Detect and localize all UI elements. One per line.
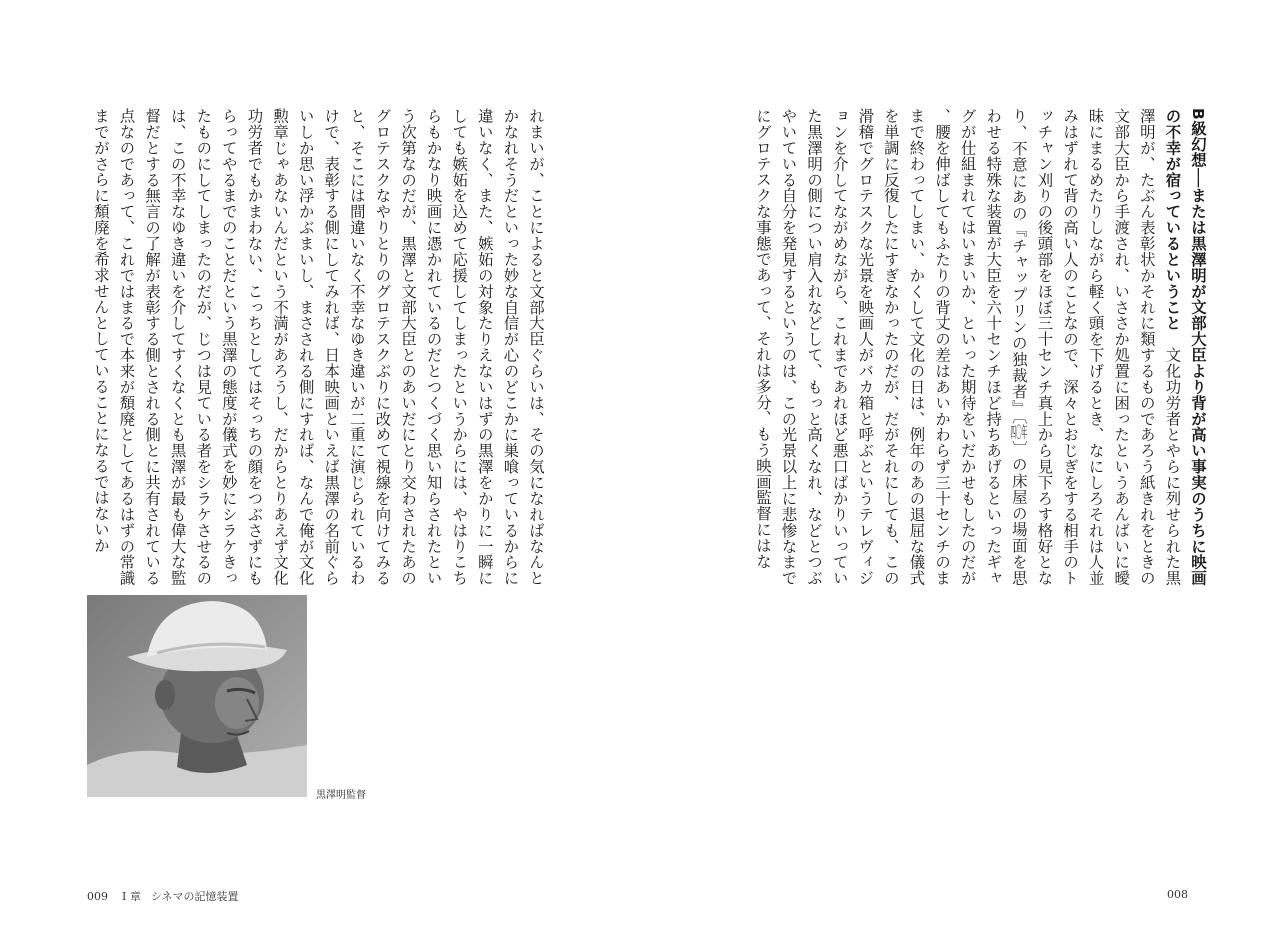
page-right [640, 0, 1280, 938]
body-text-left [78, 108, 548, 586]
page-number-left: 009 [87, 890, 108, 903]
portrait-illustration [87, 595, 307, 797]
page-number-right: 008 [1167, 888, 1188, 901]
photo-caption: 黒澤明監督 [316, 790, 366, 801]
chapter-label: I 章 [122, 890, 141, 903]
film-year: 四〇年 [1010, 424, 1028, 441]
paragraph-right-part2: の床屋の場面を思わせる特殊な装置が大臣を六十センチほど持ちあげるといったギャグが仕組まれてはいまいか、といった期待をいだかせもしたのだが、腰を伸ばしてもふたりの背丈の差はあいかわらず三十センチのままで終わってしまい、かくして文化の日は、例年のあの退屈な儀式を単調に反復したにすぎなかったのだが、だがそれにしても、この滑稽でグロテスクな光景を映画人がバカ箱と呼ぶというテレヴィジョンを介してながめながら、これまであれほど悪口ばかりいっていた黒澤明の側につい肩入れなどして、もっと高くなれ、などとつぶやいている自分を発見するというのは、この光景以上に悲惨なまでにグロテスクな事態であって、それは多分、もう映画監督にはな [753, 108, 1028, 586]
paragraph-right-part1: 文化功労者とやらに列せられた黒澤明が、たぶん表彰状かそれに類するものであろう紙きれをときの文部大臣から手渡され、いささか処置に困ったというあんばいに曖昧にまるめたりしながら軽く頭を下げるとき、なにしろそれは人並みはずれて背の高い人のことなので、深々とおじぎをする相手のトッチャン刈りの後頭部をほぼ三十センチ真上から見下ろす格好となり、不意にあの『チャップリンの独裁者』 [1009, 108, 1182, 586]
folio-left [87, 888, 239, 904]
folio-right [1167, 888, 1188, 901]
paragraph-left: れまいが、ことによると文部大臣ぐらいは、その気になればなんとかなれそうだといった妙な自信が心のどこかに巣喰っているからに違いなく、また、嫉妬の対象たりえないはずの黒澤をかりに一瞬にしても嫉妬を込めて応援してしまったというからには、やはりこちらもかなり映画に憑かれているのだとつくづく思い知らされたという次第なのだが、黒澤と文部大臣とのあいだにとり交わされたあのグロテスクなやりとりのグロテスクぶりに改めて視線を向けてみると、そこには間違いなく不幸なゆき違いが二重に演じられているわけで、表彰する側にしてみれば、日本映画といえば黒澤の名前ぐらいしか思い浮かぶまいし、まさされる側にすれば、なんで俺が文化勲章じゃあないんだという不満があろうし、だからとりあえず文化功労者でもかまわない、こっちとしてはそっちの顔をつぶさずにもらってやるまでのことだという黒澤の態度が儀式を妙にシラケきったものにしてしまったのだが、じつは見ている者をシラケさせるのは、この不幸なゆき違いを介してすくなくとも黒澤が最も偉大な監督だとする無言の了解が表彰する側とされる側とに共有されている点なのであって、これではまるで本来が頽廃としてあるはずの常識までがさらに頽廃を希求せんとしていることになるではないか [91, 108, 545, 586]
chapter-title: シネマの記憶装置 [150, 890, 239, 903]
portrait-photo [87, 595, 307, 797]
body-text-right: B級幻想──または黒澤明が文部大臣より背が高い事実のうちに映画の不幸が宿っているということ 文化功労者とやらに列せられた黒澤明が、たぶん表彰状かそれに類するものであろう紙きれをときの文部大臣から手渡され、いささか処置に困ったというあんばいに曖昧にまるめたりしながら軽く頭を下げるとき、なにしろそれは人並みはずれて背の高い人のことなので、深々とおじぎをする相手のトッチャン刈りの後頭部をほぼ三十センチ真上から見下ろす格好となり、不意にあの『チャップリンの独裁者』〔四〇年〕の床屋の場面を思わせる特殊な装置が大臣を六十センチほど持ちあげるといったギャグが仕組まれてはいまいか、といった期待をいだかせもしたのだが、腰を伸ばしてもふたりの背丈の差はあいかわらず三十センチのままで終わってしまい、かくして文化の日は、例年のあの退屈な儀式を単調に反復したにすぎなかったのだが、だがそれにしても、この滑稽でグロテスクな光景を映画人がバカ箱と呼ぶというテレヴィジョンを介してながめながら、これまであれほど悪口ばかりいっていた黒澤明の側につい肩入れなどして、もっと高くなれ、などとつぶやいている自分を発見するというのは、この光景以上に悲惨なまでにグロテスクな事態であって、それは多分、もう映画監督にはな [753, 108, 1207, 586]
section-heading: B級幻想──または黒澤明が文部大臣より背が高い事実のうちに映画の不幸が宿っているということ [1163, 108, 1207, 586]
